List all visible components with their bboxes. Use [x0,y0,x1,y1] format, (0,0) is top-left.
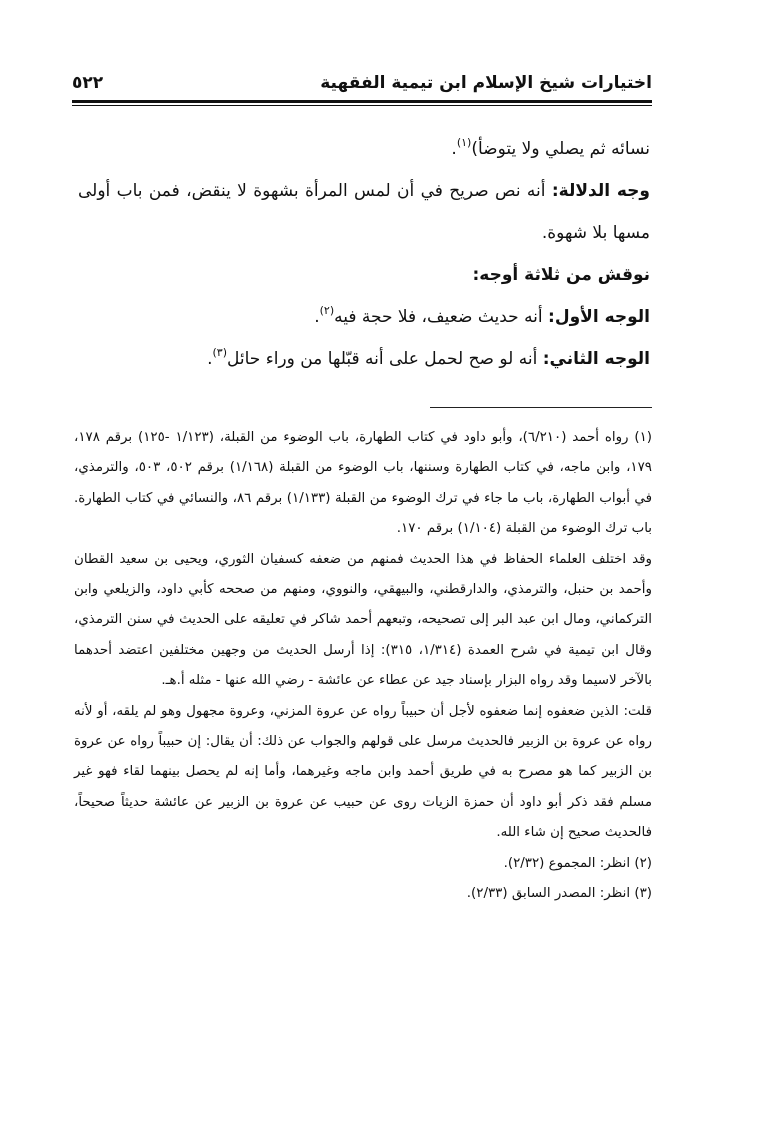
paragraph-label: وجه الدلالة: [551,181,650,201]
text-line [78,128,650,170]
paragraph-evidence [78,170,650,254]
point-text: أنه لو صح لحمل على أنه قبّلها من وراء حائل [227,349,543,369]
point-first [78,296,650,338]
footnote-ref: (٣) [212,346,227,359]
main-text [78,128,650,380]
point-text: أنه حديث ضعيف، فلا حجة فيه [334,307,549,327]
footnotes [74,423,652,910]
header-rule-thin [72,105,652,106]
quote-end: نسائه ثم يصلي ولا يتوضأ) [471,139,650,159]
punctuation: . [314,307,320,327]
section-heading: نوقش من ثلاثة أوجه: [472,265,650,285]
point-label: الوجه الثاني: [542,349,650,369]
page-header [72,72,652,98]
footnote-1-discussion: وقد اختلف العلماء الحفاظ في هذا الحديث فمنهم من ضعفه كسفيان الثوري، ويحيى بن سعيد القطان وأحمد بن حنبل، والترمذي، والدارقطني، والبيهقي، والنووي، ومنهم من صححه كأبي داود، والزيلعي وابن التركماني، ومال ابن عبد البر إلى تصحيحه، وتبعهم أحمد شاكر في تعليقه على الحديث في سنن الترمذي، وقال ابن تيمية في شرح العمدة (١/٣١٤، ٣١٥): إذا أرسل الحديث من وجهين مختلفين اعتضد أحدهما بالآخر لاسيما وقد رواه البزار بإسناد جيد عن عطاء عن عائشة - رضي الله عنها - مثله أ.هـ. [74,551,652,689]
punctuation: . [207,349,213,369]
footnote-ref: (١) [456,136,472,149]
footnote-1: (١) رواه أحمد (٦/٢١٠)، وأبو داود في كتاب الطهارة، باب الوضوء من القبلة، (١/١٢٣ -١٢٥) برقم ١٧٨، ١٧٩، وابن ماجه، في كتاب الطهارة وسننها، باب الوضوء من القبلة (١/١٦٨) برقم ٥٠٢، ٥٠٣، والترمذي، في أبواب الطهارة، باب ما جاء في ترك الوضوء من القبلة (١/١٣٣) برقم ٨٦، والنسائي في كتاب الطهارة. باب ترك الوضوء من القبلة (١/١٠٤) برقم ١٧٠. [74,430,652,537]
point-second [78,338,650,380]
point-label: الوجه الأول: [548,307,650,327]
page-number: ٥٢٢ [72,73,104,93]
header-rule [72,100,652,103]
footnote-3: (٣) انظر: المصدر السابق (٢/٣٣). [466,886,652,902]
punctuation: . [451,139,457,159]
footnote-1-comment: قلت: الذين ضعفوه إنما ضعفوه لأجل أن حبيباً رواه عن عروة المزني، وعروة مجهول وهو لم يلقه، أو لأنه رواه عن عروة بن الزبير فالحديث مرسل على قولهم والجواب عن ذلك: أن يقال: إن حبيباً رواه عن عروة بن الزبير كما هو مصرح به في طريق أحمد وابن ماجه وغيرهما، وأما إنه لم يحصل بينهما لقاء فهو غير مسلم فقد ذكر أبو داود أن حمزة الزيات روى عن حبيب عن عروة بن الزبير عن عائشة حديثاً صحيحاً، فالحديث صحيح إن شاء الله. [74,703,652,841]
running-title: اختيارات شيخ الإسلام ابن تيمية الفقهية [320,73,652,93]
footnote-2: (٢) انظر: المجموع (٢/٣٢). [503,855,652,871]
paragraph-text: أنه نص صريح في أن لمس المرأة بشهوة لا ينقض، فمن باب أولى مسها بلا شهوة. [78,181,650,243]
footnote-separator [430,407,652,408]
footnote-ref: (٢) [319,304,335,317]
